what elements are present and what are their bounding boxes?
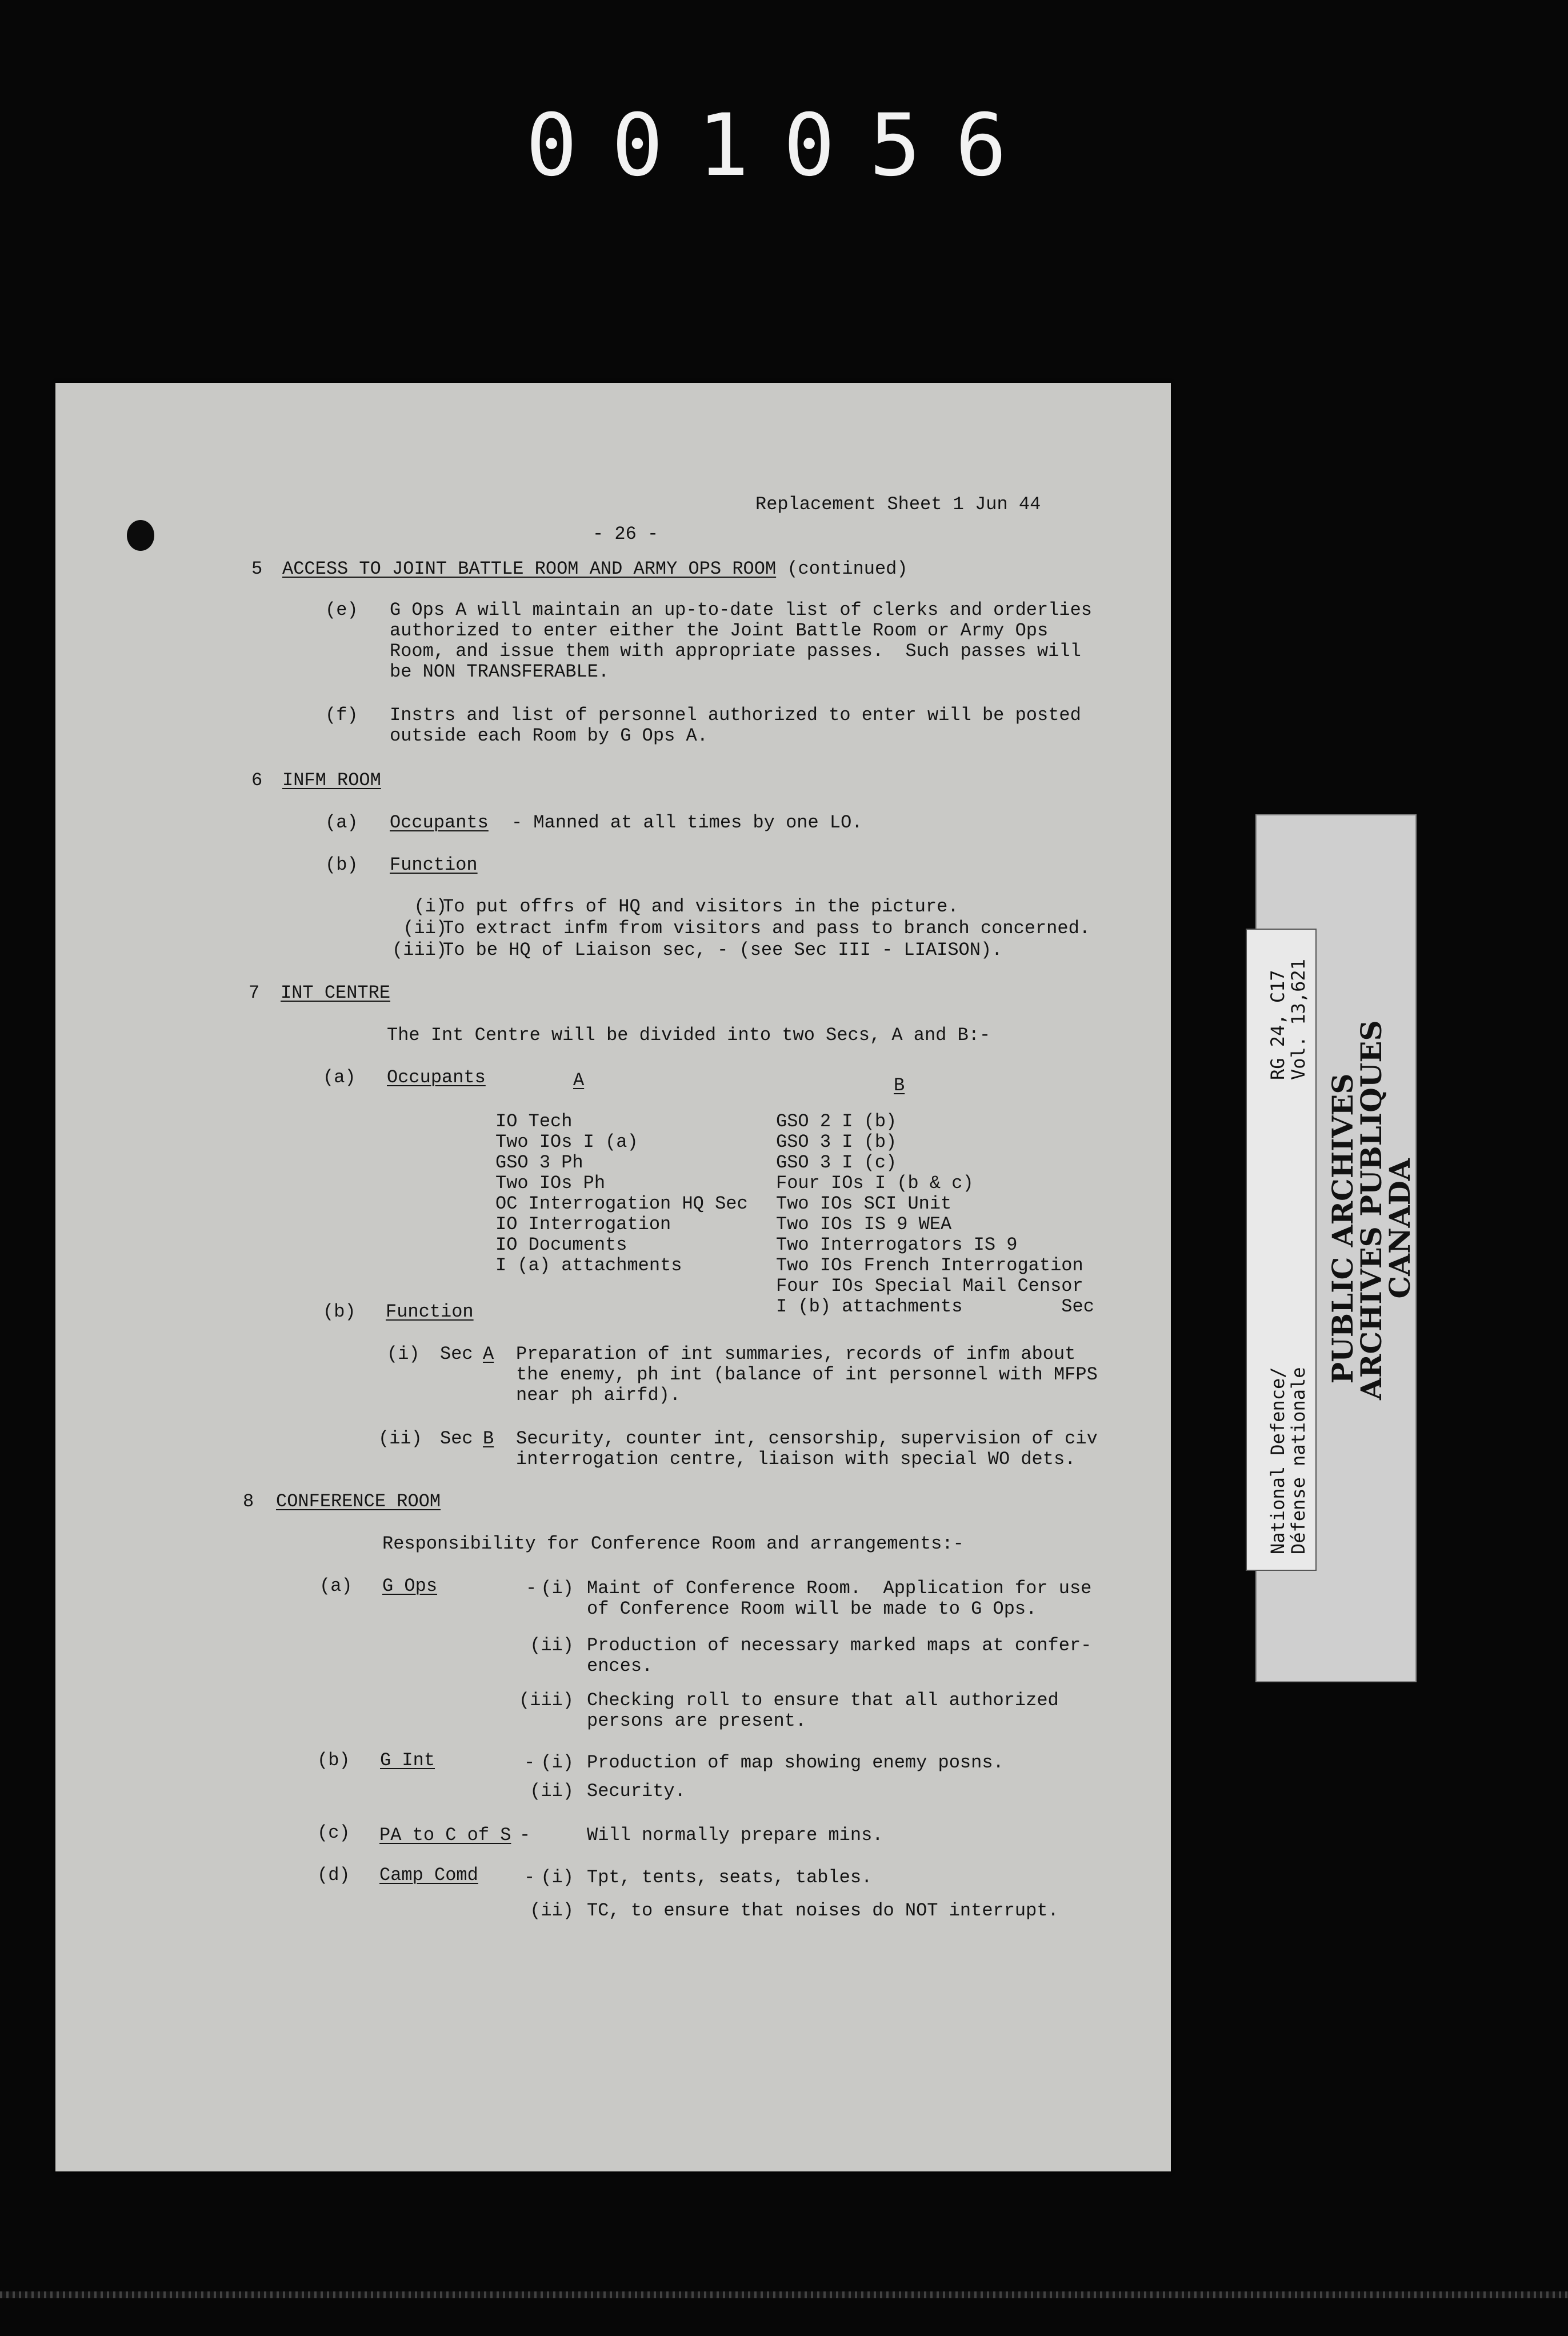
item-8a-ii-num: (ii) [530,1635,574,1656]
item-8b-i-text: Production of map showing enemy posns. [587,1752,1004,1773]
reference-line-1: RG 24, C17 [1267,970,1289,1080]
item-5f-label: (f) [325,705,358,726]
section-6-title: INFM ROOM [282,770,381,791]
item-8d-i-num: (i) [541,1867,574,1888]
item-7b-i-sec: Sec [440,1343,473,1365]
section-8-title: CONFERENCE ROOM [276,1491,441,1512]
section-8-number: 8 [243,1491,254,1512]
item-6b-iii-num: (iii) [391,939,447,961]
item-7b-ii-letter: B [483,1428,494,1449]
item-8d-label: (d) [317,1865,350,1886]
item-8b-ii-num: (ii) [530,1781,574,1802]
item-8b-dash: - [524,1752,535,1773]
archive-title-line-2: ARCHIVES PUBLIQUES [1354,1020,1388,1400]
item-8d-dash: - [524,1867,535,1888]
item-7b-label: (b) [323,1301,356,1322]
punch-hole [127,520,154,551]
item-7b-heading: Function [386,1301,474,1322]
item-5e-label: (e) [325,599,358,621]
item-6b-i-num: (i) [414,896,447,917]
item-7a-heading: Occupants [387,1067,486,1088]
item-8a-i-num: (i) [541,1578,574,1599]
item-8a-i-text: Maint of Conference Room. Application for use of Conference Room will be made to G Ops. [587,1578,1092,1619]
item-8d-ii-text: TC, to ensure that noises do NOT interrupt. [587,1900,1059,1921]
archive-title-line-1: PUBLIC ARCHIVES [1326,1073,1359,1384]
item-8c-label: (c) [317,1822,350,1843]
column-a-list: IO Tech Two IOs I (a) GSO 3 Ph Two IOs Ph OC Interrogation HQ Sec IO Interrogation IO Documents I (a) attachments [495,1111,748,1276]
item-8a-ii-text: Production of necessary marked maps at confer- ences. [587,1635,1092,1677]
item-8a-iii-num: (iii) [518,1690,574,1711]
item-8b-ii-text: Security. [587,1781,686,1802]
item-7b-i-text: Preparation of int summaries, records of infm about the enemy, ph int (balance of int personnel with MFPS near ph airfd). [516,1343,1098,1406]
item-6b-heading: Function [390,854,478,875]
archive-label-reference [1267,959,1309,1080]
reference-line-2: Vol. 13,621 [1287,959,1309,1080]
section-5-title: ACCESS TO JOINT BATTLE ROOM AND ARMY OPS ROOM [282,558,777,579]
item-8b-i-num: (i) [541,1752,574,1773]
section-7-title: INT CENTRE [281,982,391,1003]
department-line-2: Défense nationale [1287,1367,1309,1554]
item-6a-heading: Occupants [390,812,489,833]
archive-label-department [1267,1367,1309,1554]
section-7-intro: The Int Centre will be divided into two Secs, A and B:- [387,1025,991,1046]
item-7b-ii-sec: Sec [440,1428,473,1449]
item-8b-heading: G Int [380,1750,435,1771]
column-a-heading: A [573,1070,585,1091]
replacement-sheet-note: Replacement Sheet 1 Jun 44 [755,494,1041,515]
section-5-heading [282,559,908,579]
item-5e-text: G Ops A will maintain an up-to-date list of clerks and orderlies authorized to enter either the Joint Battle Room or Army Ops Room, and issue them with appropriate passes. Such passes will be NON TRANSFERABLE. [390,599,1092,682]
section-6-number: 6 [251,770,263,791]
item-8a-heading: G Ops [382,1575,438,1597]
frame-number: 001056 [526,96,1041,195]
department-line-1: National Defence/ [1267,1367,1289,1554]
item-6b-label: (b) [325,854,358,875]
item-6b-ii-text: To extract infm from visitors and pass to branch concerned. [443,918,1090,939]
item-8a-label: (a) [319,1575,353,1597]
column-b-list: GSO 2 I (b) GSO 3 I (b) GSO 3 I (c) Four IOs I (b & c) Two IOs SCI Unit Two IOs IS 9 WEA Two Interrogators IS 9 Two IOs French Interrogation Four IOs Special Mail Censor I (b) attachments Sec [776,1111,1094,1317]
archive-label-title [1326,1020,1417,1400]
item-6b-ii-num: (ii) [403,918,447,939]
item-8c-text: Will normally prepare mins. [587,1825,883,1846]
item-6a-label: (a) [325,812,358,833]
item-7b-ii-num: (ii) [378,1428,422,1449]
item-8b-label: (b) [317,1750,350,1771]
item-7b-i-letter: A [483,1343,494,1365]
section-5-number: 5 [251,558,263,579]
item-8a-iii-text: Checking roll to ensure that all authorized persons are present. [587,1690,1059,1731]
item-8a-dash: - [526,1578,537,1599]
page-number: - 26 - [593,523,659,545]
item-7b-ii-text: Security, counter int, censorship, supervision of civ interrogation centre, liaison with special WO dets. [516,1428,1098,1470]
item-6b-i-text: To put offrs of HQ and visitors in the picture. [443,896,959,917]
section-8-intro: Responsibility for Conference Room and arrangements:- [382,1533,964,1554]
item-5f-text: Instrs and list of personnel authorized to enter will be posted outside each Room by G Ops A. [390,705,1081,746]
section-7-number: 7 [249,982,260,1003]
section-5-suffix: (continued) [787,558,908,579]
document-sheet [55,383,1171,2171]
item-8d-i-text: Tpt, tents, seats, tables. [587,1867,873,1888]
archive-title-line-3: CANADA [1383,1158,1417,1299]
column-b-heading: B [894,1075,905,1096]
item-7b-i-num: (i) [387,1343,420,1365]
item-8d-heading: Camp Comd [379,1865,478,1886]
item-7a-label: (a) [323,1067,356,1088]
item-8d-ii-num: (ii) [530,1900,574,1921]
item-6a-text: - Manned at all times by one LO. [511,812,863,833]
scan-edge-noise [0,2291,1568,2298]
item-6b-iii-text: To be HQ of Liaison sec, - (see Sec III - LIAISON). [443,939,1003,961]
item-8c-heading: PA to C of S [379,1825,511,1846]
item-8c-dash: - [519,1825,531,1846]
